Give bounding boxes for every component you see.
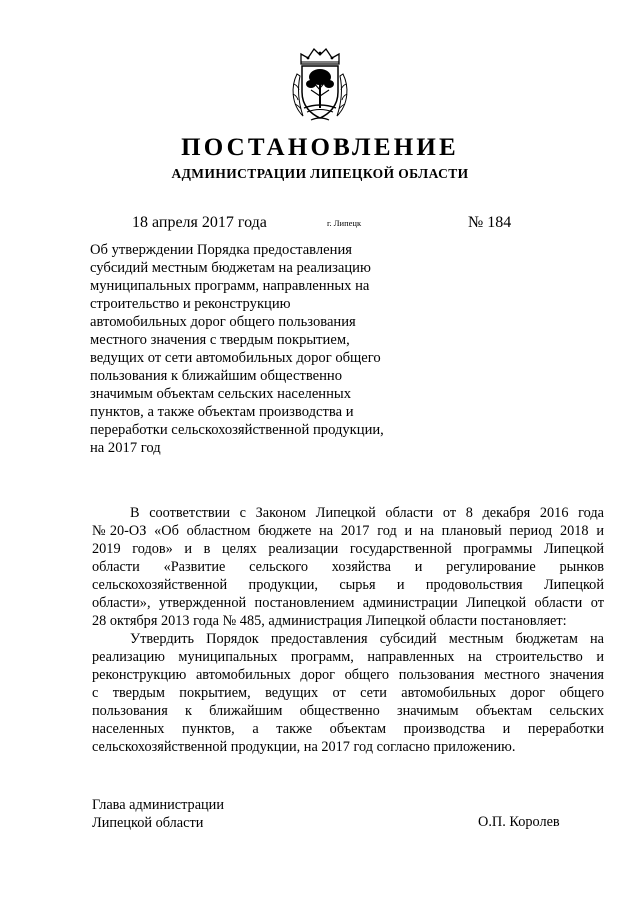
signatory-position-line: Глава администрации <box>92 797 224 813</box>
heading-line: автомобильных дорог общего пользования <box>90 314 356 330</box>
heading-line: местного значения с твердым покрытием, <box>90 332 350 348</box>
document-number: № 184 <box>468 214 512 231</box>
body-line: сельскохозяйственной продукции, на 2017 год согласно приложению. <box>92 739 516 755</box>
heading-line: строительство и реконструкцию <box>90 296 291 312</box>
document-body <box>92 504 604 756</box>
body-line: пользования к ближайшим общественно значимым объектам сельских <box>92 703 604 719</box>
heading-line: ведущих от сети автомобильных дорог общего <box>90 350 381 366</box>
heading-line: переработки сельскохозяйственной продукции, <box>90 422 384 438</box>
body-line: реализацию муниципальных программ, направленных на строительство и <box>92 649 604 665</box>
heading-line: Об утверждении Порядка предоставления <box>90 242 352 258</box>
heading-line: значимым объектам сельских населенных <box>90 386 352 402</box>
body-line: населенных пунктов, а также объектам производства и переработки <box>92 721 604 737</box>
heading-line: пунктов, а также объектам производства и <box>90 404 354 420</box>
signatory-position <box>92 796 224 832</box>
body-line: области «Развитие сельского хозяйства и регулирование рынков <box>92 559 604 575</box>
document-date: 18 апреля 2017 года <box>132 214 267 231</box>
issuing-authority: АДМИНИСТРАЦИИ ЛИПЕЦКОЙ ОБЛАСТИ <box>171 166 469 181</box>
body-line: реконструкцию автомобильных дорог общего пользования местного значения <box>92 667 604 683</box>
body-line: В соответствии с Законом Липецкой области от 8 декабря 2016 года <box>130 505 604 521</box>
body-line: Утвердить Порядок предоставления субсидий местным бюджетам на <box>130 631 604 647</box>
signatory-name: О.П. Королев <box>478 814 560 830</box>
document-place: г. Липецк <box>327 218 362 228</box>
lipetsk-coat-of-arms-icon <box>289 46 351 124</box>
signatory-position-line: Липецкой области <box>92 815 204 831</box>
heading-line: субсидий местным бюджетам на реализацию <box>90 260 371 276</box>
body-line: области», утвержденной постановлением администрации Липецкой области от <box>92 595 604 611</box>
body-line: с твердым покрытием, ведущих от сети автомобильных дорог общего <box>92 685 604 701</box>
body-line: №20-ОЗ «Об областном бюджете на 2017 год и на плановый период 2018 и <box>92 523 604 539</box>
body-line: 28 октября 2013 года № 485, администрация Липецкой области постановляет: <box>92 613 567 629</box>
body-line: 2019 годов» и в целях реализации государственной программы Липецкой <box>92 541 604 557</box>
document-heading <box>90 241 420 457</box>
heading-line: на 2017 год <box>90 440 161 456</box>
document-title: ПОСТАНОВЛЕНИЕ <box>181 134 459 161</box>
heading-line: муниципальных программ, направленных на <box>90 278 370 294</box>
heading-line: пользования к ближайшим общественно <box>90 368 343 384</box>
body-line: сельскохозяйственной продукции, сырья и продовольствия Липецкой <box>92 577 604 593</box>
